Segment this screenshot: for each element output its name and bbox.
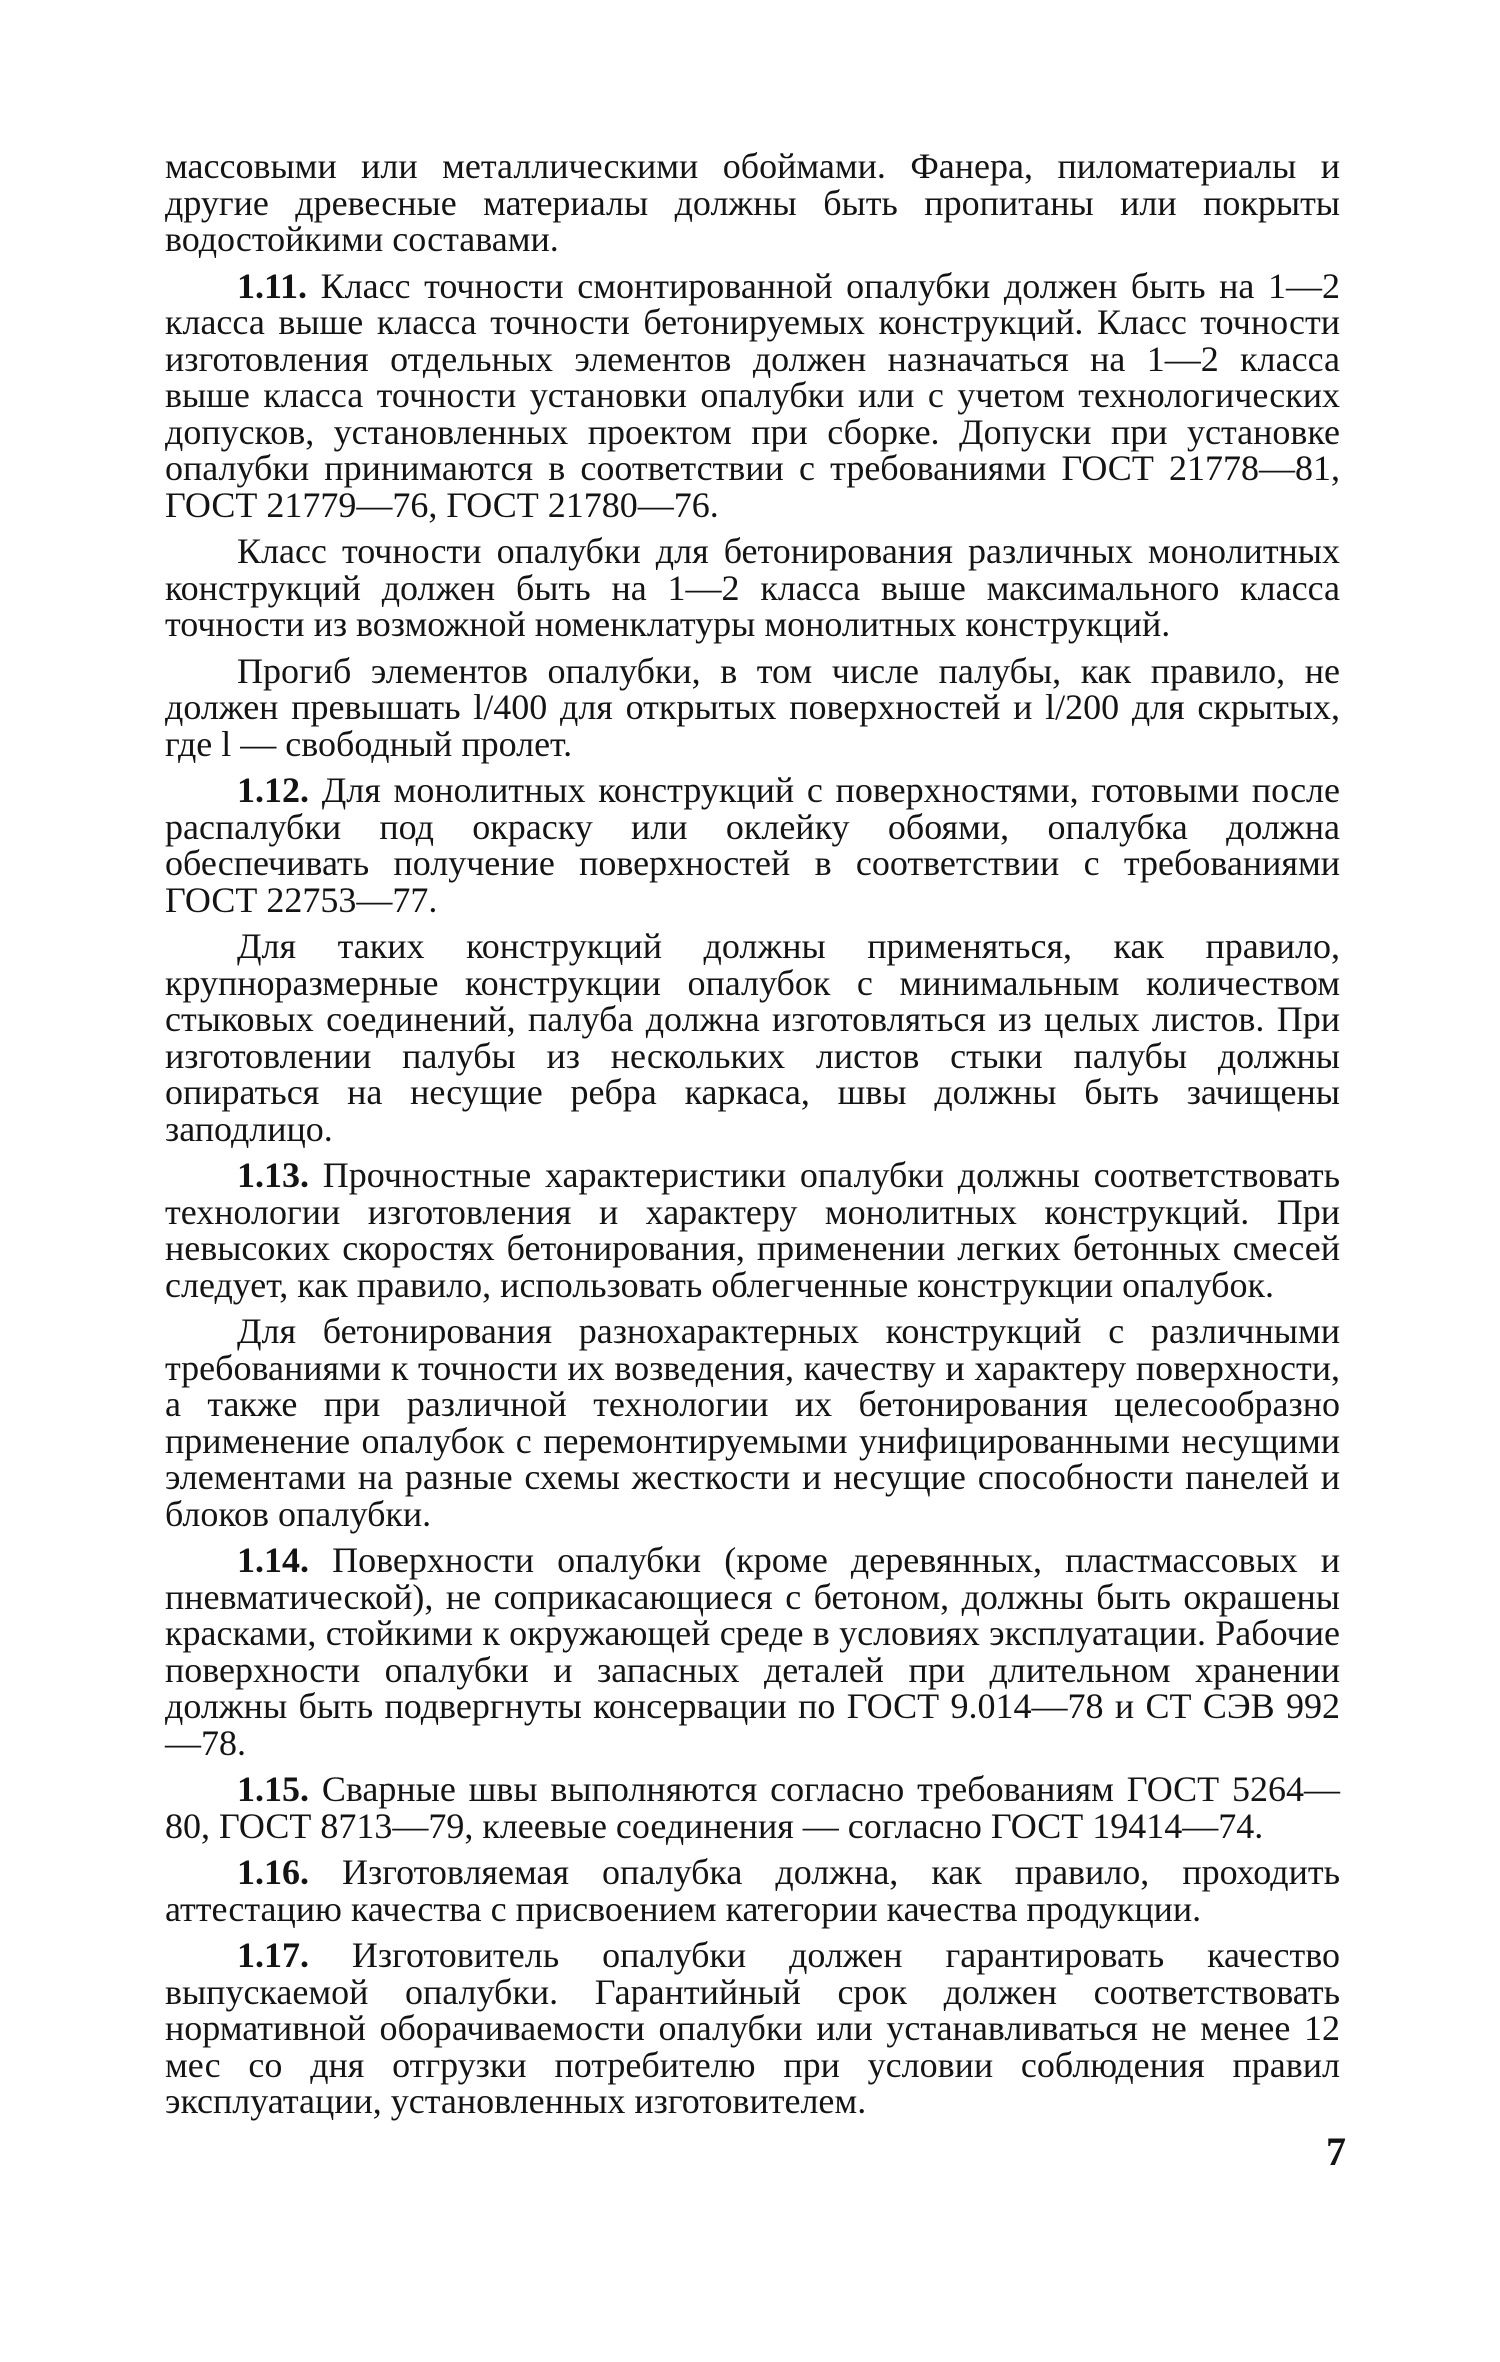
- clause-number: 1.14.: [237, 1540, 309, 1580]
- paragraph-text: Для монолитных конструкций с поверхностями, готовыми после распалубки под окраску или оклейку обоями, опалубка должна обеспечивать получение поверхностей в соответствии с требованиями ГОСТ 22753—77.: [165, 770, 1341, 920]
- paragraph-text: Для бетонирования разнохарактерных конструкций с различными требованиями к точности их возведения, качеству и характеру поверхности, а также при различной технологии их бетонирования целесообразно применение опалубок с перемонтируемыми унифицированными несущими элементами на разные схемы жесткости и несущие способности панелей и блоков опалубки.: [165, 1311, 1340, 1534]
- paragraph-1-14: [165, 1542, 1340, 1761]
- paragraph-text: Прогиб элементов опалубки, в том числе палубы, как правило, не должен превышать l/400 для открытых поверхностей и l/200 для скрытых, где l — свободный пролет.: [165, 650, 1340, 764]
- paragraph-1-12: [165, 772, 1340, 918]
- paragraph-text: Сварные швы выполняются согласно требованиям ГОСТ 5264—80, ГОСТ 8713—79, клеевые соединения — согласно ГОСТ 19414—74.: [165, 1769, 1341, 1846]
- paragraph-1-11: [165, 265, 1340, 525]
- paragraph-text: Поверхности опалубки (кроме деревянных, пластмассовых и пневматической), не соприкасающиеся с бетоном, должны быть окрашены красками, стойкими к окружающей среде в условиях эксплуатации. Рабочие поверхности опалубки и запасных деталей при длительном хранении должны быть подвергнуты консервации по ГОСТ 9.014—78 и СТ СЭВ 992—78.: [165, 1540, 1341, 1763]
- paragraph-1-16: [165, 1854, 1340, 1927]
- paragraph-accuracy-class: [165, 533, 1340, 643]
- paragraph-text: Класс точности опалубки для бетонирования различных монолитных конструкций должен быть на 1—2 класса выше максимального класса точности из возможной номенклатуры монолитных конструкций.: [165, 531, 1340, 644]
- clause-number: 1.15.: [237, 1769, 309, 1809]
- clause-number: 1.13.: [237, 1155, 309, 1195]
- page-number: 7: [1326, 2129, 1346, 2174]
- paragraph-continuation: [165, 148, 1340, 258]
- page-body: [165, 148, 1340, 2120]
- paragraph-text: Прочностные характеристики опалубки должны соответствовать технологии изготовления и характеру монолитных конструкций. При невысоких скоростях бетонирования, применении легких бетонных смесей следует, как правило, использовать облегченные конструкции опалубок.: [165, 1155, 1341, 1305]
- paragraph-text: Изготовляемая опалубка должна, как правило, проходить аттестацию качества с присвоением категории качества продукции.: [165, 1852, 1341, 1929]
- clause-number: 1.11.: [237, 265, 308, 306]
- paragraph-text: Класс точности смонтированной опалубки должен быть на 1—2 класса выше класса точности бетонируемых конструкций. Класс точности изготовления отдельных элементов должен назначаться на 1—2 класса выше класса точности установки опалубки или с учетом технологических допусков, установленных проектом при сборке. Допуски при установке опалубки принимаются в соответствии с требованиями ГОСТ 21778—81, ГОСТ 21779—76, ГОСТ 21780—76.: [165, 265, 1340, 525]
- paragraph-text: Изготовитель опалубки должен гарантировать качество выпускаемой опалубки. Гарантийный срок должен соответствовать нормативной оборачиваемости опалубки или устанавливаться не менее 12 мес со дня отгрузки потребителю при условии соблюдения правил эксплуатации, установленных изготовителем.: [165, 1935, 1341, 2121]
- clause-number: 1.16.: [237, 1852, 309, 1892]
- clause-number: 1.12.: [237, 770, 309, 810]
- clause-number: 1.17.: [237, 1935, 309, 1975]
- paragraph-1-17: [165, 1937, 1340, 2120]
- paragraph-large-panels: [165, 928, 1340, 1147]
- paragraph-text: Для таких конструкций должны применяться, как правило, крупноразмерные конструкции опалубок с минимальным количеством стыковых соединений, палуба должна изготовляться из целых листов. При изготовлении палубы из нескольких листов стыки палубы должны опираться на несущие ребра каркаса, швы должны быть зачищены заподлицо.: [165, 926, 1340, 1149]
- paragraph-heterogeneous: [165, 1313, 1340, 1532]
- paragraph-deflection: [165, 650, 1340, 764]
- paragraph-1-13: [165, 1157, 1340, 1303]
- paragraph-1-15: [165, 1771, 1340, 1844]
- paragraph-text: массовыми или металлическими обоймами. Фанера, пиломатериалы и другие древесные материалы должны быть пропитаны или покрыты водостойкими составами.: [165, 146, 1340, 259]
